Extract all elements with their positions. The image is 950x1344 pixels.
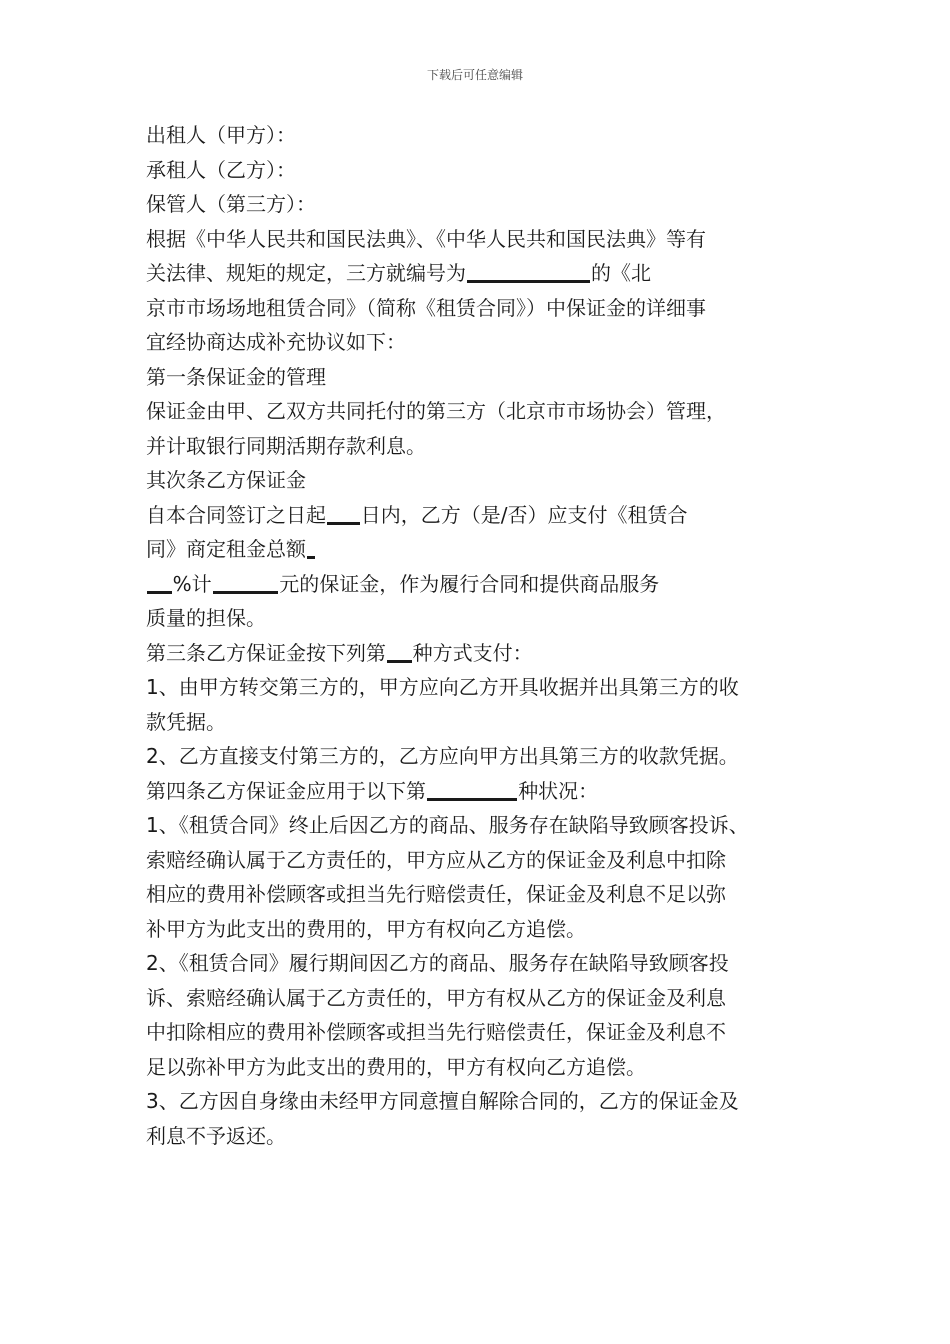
fill-in-blank[interactable] <box>307 556 315 559</box>
text-line-l14 <box>146 567 826 602</box>
fill-in-blank[interactable] <box>467 280 590 283</box>
text-segment: 种状况： <box>518 778 599 803</box>
text-line-l08 <box>146 360 826 395</box>
text-line-l26 <box>146 981 826 1016</box>
page-header: 下载后可任意编辑 <box>426 68 523 82</box>
text-line-l11 <box>146 463 826 498</box>
fill-in-blank[interactable] <box>327 522 360 525</box>
fill-in-blank[interactable] <box>147 591 172 594</box>
fill-in-blank[interactable] <box>427 798 517 801</box>
text-segment: 种方式支付： <box>412 640 533 665</box>
text-segment: 1、《租赁合同》终止后因乙方的商品、服务存在缺陷导致顾客投诉、 <box>146 813 749 837</box>
text-segment: 3、乙方因自身缘由未经甲方同意擅自解除合同的，乙方的保证金及 <box>146 1089 739 1113</box>
text-line-l25 <box>146 946 826 981</box>
text-segment: 第四条乙方保证金应用于以下第 <box>146 778 426 803</box>
text-line-l30 <box>146 1119 826 1154</box>
text-segment: 利息不予返还。 <box>146 1123 286 1148</box>
text-line-l03 <box>146 187 826 222</box>
text-segment: 京市市场场地租赁合同》（简称《租赁合同》）中保证金的详细事 <box>146 295 706 320</box>
text-line-l17 <box>146 670 826 705</box>
text-segment: 根据《中华人民共和国民法典》、《中华人民共和国民法典》等有 <box>146 226 706 251</box>
text-segment: 保管人（第三方）： <box>146 192 316 216</box>
text-line-l20 <box>146 774 826 809</box>
text-segment: 其次条乙方保证金 <box>146 468 306 492</box>
fill-in-blank[interactable] <box>387 660 412 663</box>
text-segment: 第一条保证金的管理 <box>146 364 326 389</box>
text-segment: 补甲方为此支出的费用的，甲方有权向乙方追偿。 <box>146 916 586 941</box>
text-segment: 相应的费用补偿顾客或担当先行赔偿责任，保证金及利息不足以弥 <box>146 882 726 906</box>
text-segment: 承租人（乙方）： <box>146 157 296 182</box>
document-body <box>146 118 826 1153</box>
text-segment: 2、《租赁合同》履行期间因乙方的商品、服务存在缺陷导致顾客投 <box>146 951 729 975</box>
text-line-l23 <box>146 877 826 912</box>
text-segment: 保证金由甲、乙双方共同托付的第三方（北京市市场协会）管理， <box>146 399 726 423</box>
text-line-l09 <box>146 394 826 429</box>
text-segment: 关法律、规矩的规定，三方就编号为 <box>146 261 466 285</box>
text-line-l13 <box>146 532 826 567</box>
text-segment: 中扣除相应的费用补偿顾客或担当先行赔偿责任，保证金及利息不 <box>146 1020 726 1044</box>
text-line-l27 <box>146 1015 826 1050</box>
text-line-l18 <box>146 705 826 740</box>
text-segment: 1、由甲方转交第三方的，甲方应向乙方开具收据并出具第三方的收 <box>146 675 739 699</box>
text-segment: 的《北 <box>591 261 651 285</box>
text-line-l06 <box>146 291 826 326</box>
text-line-l07 <box>146 325 826 360</box>
fill-in-blank[interactable] <box>213 591 279 594</box>
text-line-l24 <box>146 912 826 947</box>
text-segment: 足以弥补甲方为此支出的费用的，甲方有权向乙方追偿。 <box>146 1054 646 1079</box>
text-line-l16 <box>146 636 826 671</box>
text-segment: 款凭据。 <box>146 709 226 734</box>
text-segment: 索赔经确认属于乙方责任的，甲方应从乙方的保证金及利息中扣除 <box>146 847 726 872</box>
text-segment: 并计取银行同期活期存款利息。 <box>146 433 426 458</box>
text-line-l02 <box>146 153 826 188</box>
text-segment: 质量的担保。 <box>146 606 266 630</box>
text-line-l12 <box>146 498 826 533</box>
text-segment: %计 <box>172 571 212 596</box>
text-line-l28 <box>146 1050 826 1085</box>
text-segment: 自本合同签订之日起 <box>146 502 326 527</box>
text-segment: 同》商定租金总额 <box>146 537 306 561</box>
text-segment: 诉、索赔经确认属于乙方责任的，甲方有权从乙方的保证金及利息 <box>146 985 726 1010</box>
text-line-l29 <box>146 1084 826 1119</box>
text-segment: 日内，乙方（是/否）应支付《租赁合 <box>360 502 688 527</box>
text-line-l19 <box>146 739 826 774</box>
text-line-l15 <box>146 601 826 636</box>
text-line-l01 <box>146 118 826 153</box>
text-line-l04 <box>146 222 826 257</box>
text-segment: 元的保证金，作为履行合同和提供商品服务 <box>279 571 660 596</box>
text-line-l22 <box>146 843 826 878</box>
text-segment: 出租人（甲方）： <box>146 123 296 147</box>
text-line-l21 <box>146 808 826 843</box>
text-segment: 2、乙方直接支付第三方的，乙方应向甲方出具第三方的收款凭据。 <box>146 744 739 768</box>
text-line-l10 <box>146 429 826 464</box>
text-segment: 宜经协商达成补充协议如下： <box>146 330 406 354</box>
text-segment: 第三条乙方保证金按下列第 <box>146 640 386 665</box>
text-line-l05 <box>146 256 826 291</box>
